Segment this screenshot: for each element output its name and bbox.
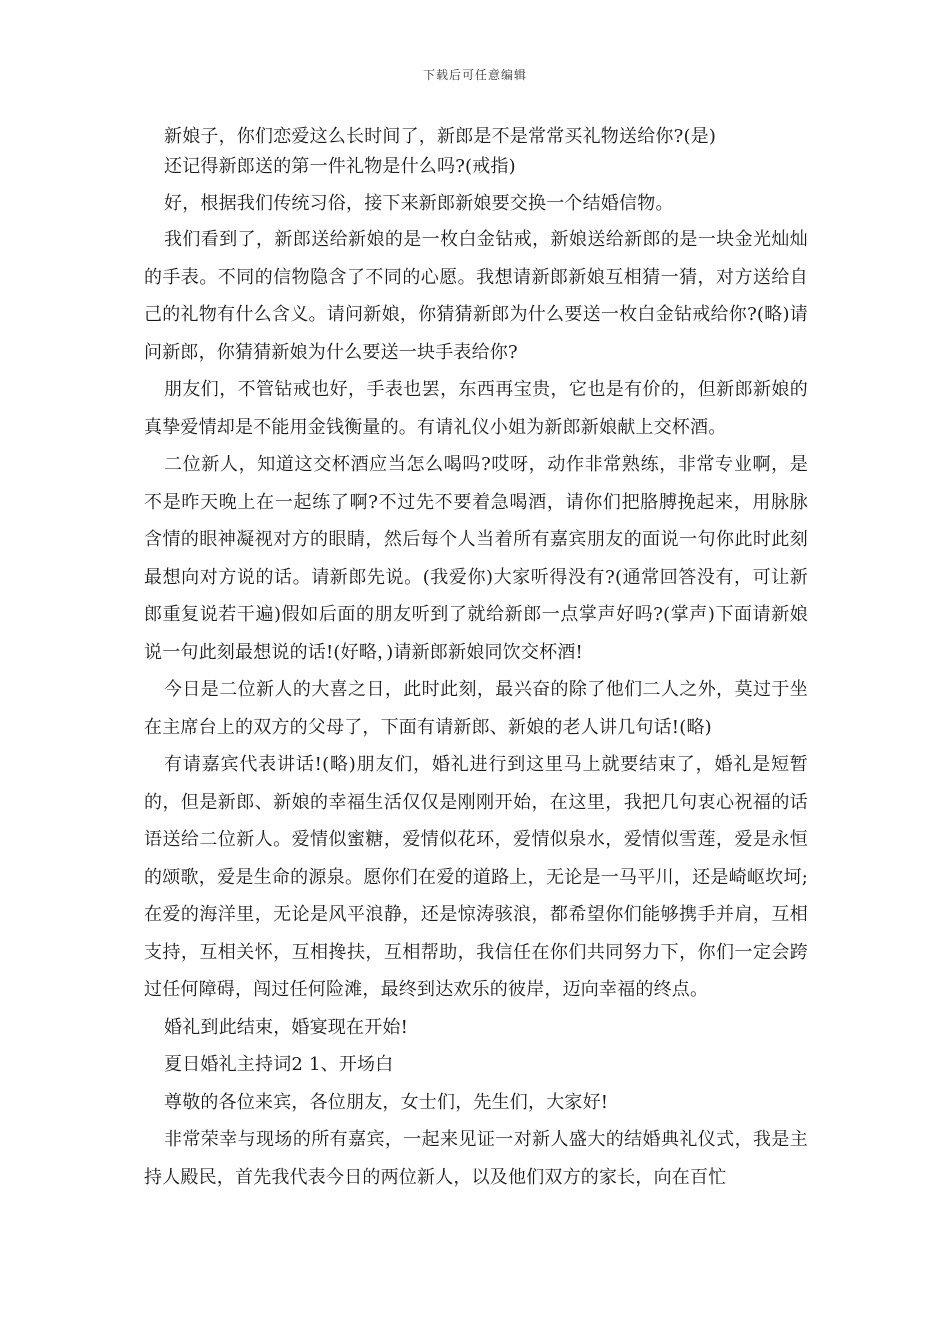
paragraph-9: 婚礼到此结束，婚宴现在开始!	[164, 1016, 409, 1038]
document-body	[144, 122, 808, 1196]
paragraph-6: 二位新人，知道这交杯酒应当怎么喝吗?哎呀，动作非常熟练，非常专业啊，是不是昨天晚上在一起练了啊?不过先不要着急喝酒，请你们把胳膊挽起来，用脉脉含情的眼神凝视对方的眼睛，然后每个人当着所有嘉宾朋友的面说一句你此时此刻最想向对方说的话。请新郎先说。(我爱你)大家听得没有?(通常回答没有，可让新郎重复说若干遍)假如后面的朋友听到了就给新郎一点掌声好吗?(掌声)下面请新娘说一句此刻最想说的话!(好略，)请新郎新娘同饮交杯酒!	[144, 454, 808, 663]
paragraph-5: 朋友们，不管钻戒也好，手表也罢，东西再宝贵，它也是有价的，但新郎新娘的真挚爱情却是不能用金钱衡量的。有请礼仪小姐为新郎新娘献上交杯酒。	[144, 379, 808, 438]
page-header: 下载后可任意编辑	[422, 68, 527, 82]
paragraph-3: 好，根据我们传统习俗，接下来新郎新娘要交换一个结婚信物。	[164, 193, 674, 214]
paragraph-7: 今日是二位新人的大喜之日，此时此刻，最兴奋的除了他们二人之外，莫过于坐在主席台上的双方的父母了，下面有请新郎、新娘的老人讲几句话!(略)	[144, 679, 808, 738]
paragraph-4: 我们看到了，新郎送给新娘的是一枚白金钻戒，新娘送给新郎的是一块金光灿灿的手表。不同的信物隐含了不同的心愿。我想请新郎新娘互相猜一猜，对方送给自己的礼物有什么含义。请问新娘，你猜猜新郎为什么要送一枚白金钻戒给你?(略)请问新郎，你猜猜新娘为什么要送一块手表给你?	[144, 229, 808, 363]
paragraph-11: 尊敬的各位来宾，各位朋友，女士们，先生们，大家好!	[164, 1091, 609, 1113]
paragraph-1: 新娘子，你们恋爱这么长时间了，新郎是不是常常买礼物送给你?(是)	[164, 126, 717, 147]
paragraph-2: 还记得新郎送的第一件礼物是什么吗?(戒指)	[164, 156, 516, 177]
paragraph-12: 非常荣幸与现场的所有嘉宾，一起来见证一对新人盛大的结婚典礼仪式，我是主持人殿民，首先我代表今日的两位新人，以及他们双方的家长，向在百忙	[144, 1129, 808, 1188]
paragraph-10: 夏日婚礼主持词2 1、开场白	[164, 1054, 394, 1075]
paragraph-8: 有请嘉宾代表讲话!(略)朋友们，婚礼进行到这里马上就要结束了，婚礼是短暂的，但是新郎、新娘的幸福生活仅仅是刚刚开始，在这里，我把几句衷心祝福的话语送给二位新人。爱情似蜜糖，爱情似花环，爱情似泉水，爱情似雪莲，爱是永恒的颂歌，爱是生命的源泉。愿你们在爱的道路上，无论是一马平川，还是崎岖坎坷;在爱的海洋里，无论是风平浪静，还是惊涛骇浪，都希望你们能够携手并肩，互相支持，互相关怀，互相搀扶，互相帮助，我信任在你们共同努力下，你们一定会跨过任何障碍，闯过任何险滩，最终到达欢乐的彼岸，迈向幸福的终点。	[144, 754, 808, 1000]
